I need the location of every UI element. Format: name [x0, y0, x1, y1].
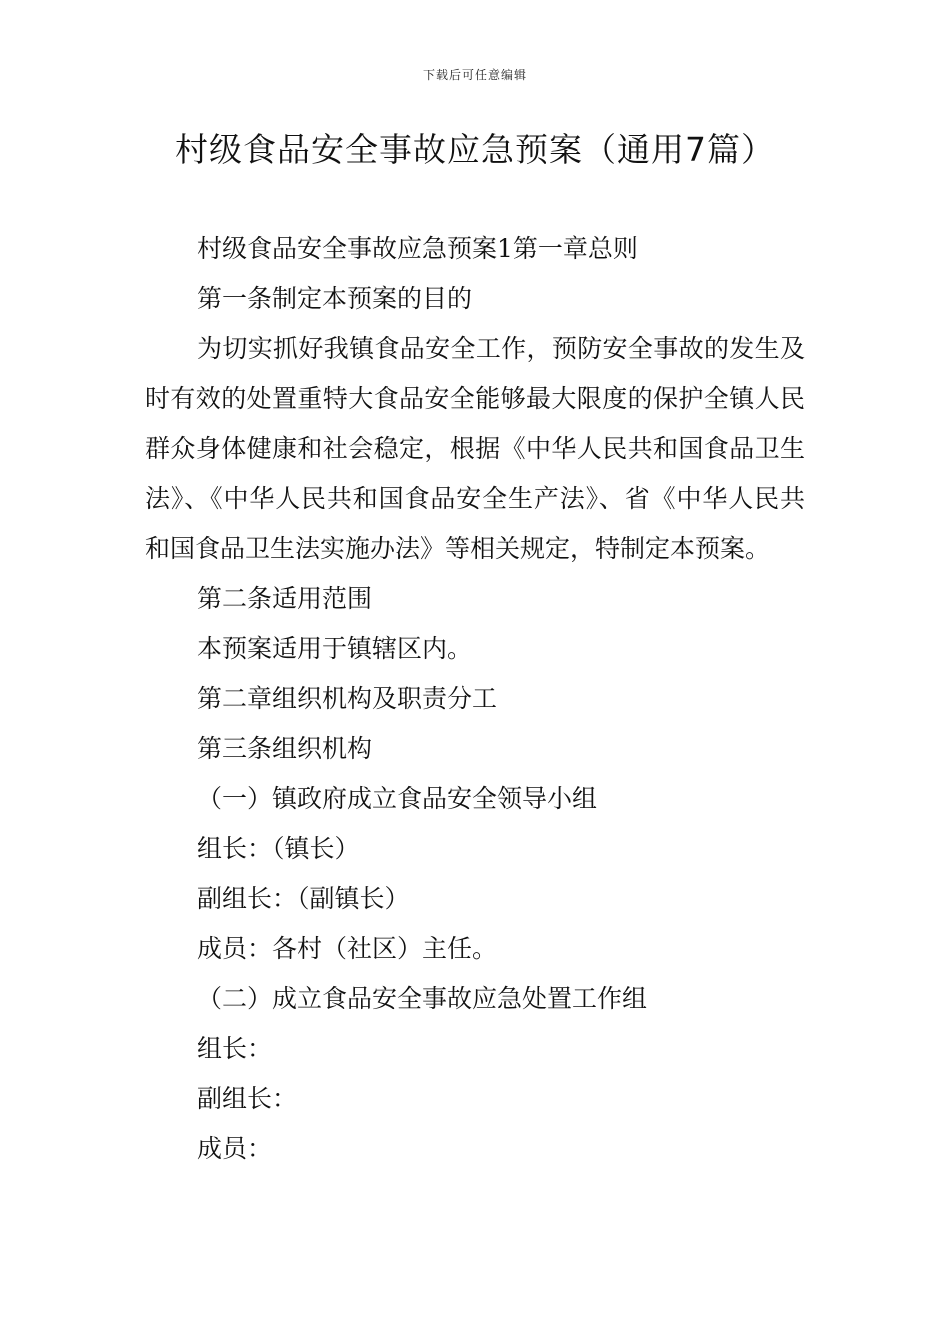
- document-title: 村级食品安全事故应急预案（通用7篇）: [175, 130, 775, 169]
- header-note: 下载后可任意编辑: [422, 68, 527, 82]
- paragraph-members-2: 成员：: [197, 1134, 273, 1163]
- document-body: [145, 224, 805, 1174]
- paragraph-scope: 本预案适用于镇辖区内。: [197, 634, 473, 663]
- paragraph-leader-1: 组长：（镇长）: [197, 834, 360, 863]
- paragraph-article-1: 第一条制定本预案的目的: [197, 284, 473, 313]
- paragraph-article-2: 第二条适用范围: [197, 584, 373, 613]
- paragraph-chapter-2: 第二章组织机构及职责分工: [197, 684, 498, 713]
- paragraph-members-1: 成员：各村（社区）主任。: [197, 934, 498, 963]
- paragraph-deputy-2: 副组长：: [197, 1084, 298, 1113]
- paragraph-deputy-1: 副组长：（副镇长）: [197, 884, 410, 913]
- paragraph-article-3: 第三条组织机构: [197, 734, 373, 763]
- paragraph-leader-2: 组长：: [197, 1034, 273, 1063]
- paragraph-purpose: 为切实抓好我镇食品安全工作，预防安全事故的发生及时有效的处置重特大食品安全能够最大限度的保护全镇人民群众身体健康和社会稳定，根据《中华人民共和国食品卫生法》、《中华人民共和国食品安全生产法》、省《中华人民共和国食品卫生法实施办法》等相关规定，特制定本预案。: [145, 334, 805, 563]
- paragraph-section-heading: 村级食品安全事故应急预案1第一章总则: [197, 234, 638, 263]
- paragraph-group-2: （二）成立食品安全事故应急处置工作组: [197, 984, 648, 1013]
- paragraph-group-1: （一）镇政府成立食品安全领导小组: [197, 784, 598, 813]
